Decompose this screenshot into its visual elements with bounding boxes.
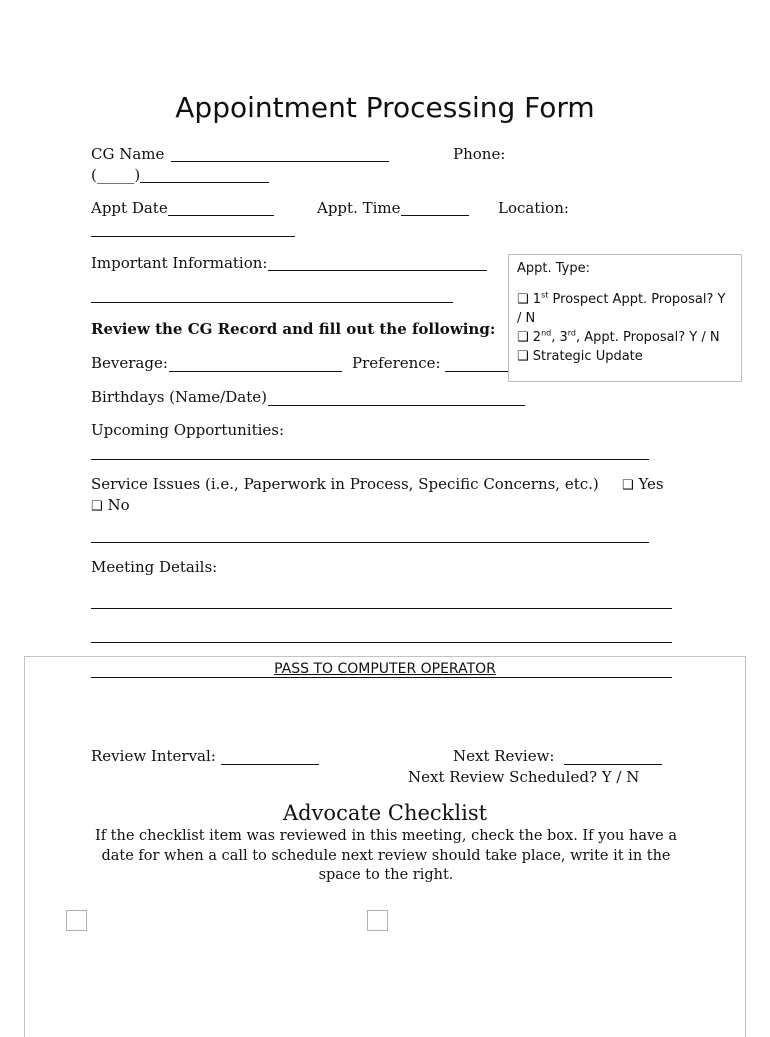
upcoming-label: Upcoming Opportunities: [91, 421, 285, 439]
important-info-field[interactable] [268, 270, 487, 271]
review-interval-label: Review Interval: [91, 747, 216, 765]
meeting-details-field-1[interactable] [91, 608, 672, 609]
appt-type-title: Appt. Type: [517, 261, 590, 276]
phone-area-code: (_____) [91, 166, 141, 184]
beverage-label: Beverage: [91, 354, 168, 372]
next-review-label: Next Review: [453, 747, 555, 765]
birthdays-field[interactable] [268, 405, 525, 406]
service-issues-label: Service Issues (i.e., Paperwork in Process, Specific Concerns, etc.) [91, 475, 599, 493]
page-title: Appointment Processing Form [175, 91, 595, 124]
cg-name-label: CG Name [91, 145, 165, 163]
review-interval-field[interactable] [221, 764, 319, 765]
appt-type-box [508, 254, 742, 382]
important-info-field-line2[interactable] [91, 302, 453, 303]
appt-date-field[interactable] [168, 215, 274, 216]
appt-time-label: Appt. Time [317, 199, 401, 217]
option-2-text: , Appt. Proposal? Y / N [576, 330, 720, 345]
option-2-suffix-2: rd [567, 328, 577, 338]
next-review-field[interactable] [564, 764, 662, 765]
next-review-scheduled: Next Review Scheduled? Y / N [408, 768, 640, 786]
cg-name-field[interactable] [171, 161, 389, 162]
service-yes-option[interactable] [622, 475, 664, 495]
beverage-field[interactable] [169, 371, 342, 372]
option-2-number: 2 [532, 330, 542, 345]
checkbox-icon: ❑ [517, 330, 529, 345]
option-1-text: Prospect Appt. Proposal? Y / N [517, 292, 726, 326]
important-info-label: Important Information: [91, 254, 268, 272]
appt-date-label: Appt Date [91, 199, 168, 217]
checkbox-icon: ❑ [622, 478, 634, 493]
appt-type-option-2[interactable] [517, 328, 733, 347]
checklist-instructions: If the checklist item was reviewed in this meeting, check the box. If you have a date for when a call to schedule next review should take place, write it in the space to the right. [94, 828, 678, 883]
location-label: Location: [498, 199, 569, 217]
upcoming-field[interactable] [91, 459, 649, 460]
appt-type-option-3[interactable] [517, 347, 733, 366]
preference-field[interactable] [445, 371, 509, 372]
pass-to-computer-operator: PASS TO COMPUTER OPERATOR [274, 661, 496, 677]
option-2-mid: , 3 [551, 330, 568, 345]
meeting-details-field-2[interactable] [91, 642, 672, 643]
no-label: No [107, 496, 130, 514]
preference-label: Preference: [352, 354, 441, 372]
meeting-details-label: Meeting Details: [91, 558, 218, 576]
review-heading: Review the CG Record and fill out the following: [91, 320, 496, 338]
appt-type-option-1[interactable] [517, 290, 733, 328]
option-2-suffix: nd [541, 328, 552, 338]
checkbox-icon: ❑ [91, 499, 103, 514]
appt-time-field[interactable] [401, 215, 469, 216]
phone-field[interactable] [140, 182, 269, 183]
checklist-checkbox-left[interactable] [66, 910, 87, 931]
service-no-option[interactable] [91, 496, 130, 516]
yes-label: Yes [638, 475, 664, 493]
option-3-text: Strategic Update [532, 349, 643, 364]
checklist-checkbox-right[interactable] [367, 910, 388, 931]
birthdays-label: Birthdays (Name/Date) [91, 388, 267, 406]
phone-label: Phone: [453, 145, 506, 163]
option-1-number: 1 [532, 292, 542, 307]
option-1-suffix: st [541, 290, 549, 300]
checklist-title: Advocate Checklist [282, 801, 488, 825]
checkbox-icon: ❑ [517, 349, 529, 364]
location-field[interactable] [91, 236, 295, 237]
service-issues-field[interactable] [91, 542, 649, 543]
checkbox-icon: ❑ [517, 292, 529, 307]
